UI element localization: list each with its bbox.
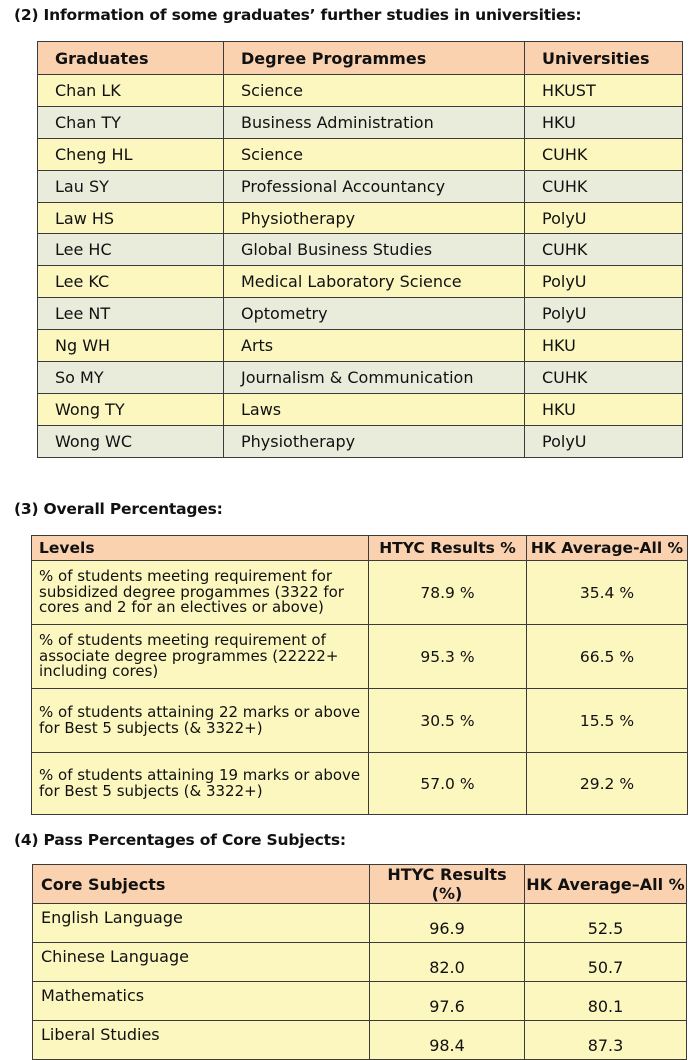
core-subject-cell: Liberal Studies bbox=[33, 1021, 370, 1060]
overall-percentages-table bbox=[31, 535, 688, 815]
table-row bbox=[32, 625, 688, 689]
university-cell: PolyU bbox=[525, 425, 683, 457]
level-description-cell: % of students meeting requirement of associate degree programmes (22222+ including cores) bbox=[32, 625, 369, 689]
htyc-result-cell: 78.9 % bbox=[369, 561, 527, 625]
degree-programme-cell: Physiotherapy bbox=[224, 202, 525, 234]
graduate-name-cell: Lee HC bbox=[38, 234, 224, 266]
table-row bbox=[38, 362, 683, 394]
degree-programme-cell: Science bbox=[224, 138, 525, 170]
level-description-cell: % of students attaining 22 marks or above for Best 5 subjects (& 3322+) bbox=[32, 689, 369, 753]
section-2-title: (2) Information of some graduates’ further studies in universities: bbox=[14, 6, 582, 24]
column-header-universities: Universities bbox=[525, 42, 683, 75]
university-cell: PolyU bbox=[525, 202, 683, 234]
graduate-name-cell: Chan TY bbox=[38, 106, 224, 138]
table-row bbox=[38, 393, 683, 425]
htyc-result-cell: 30.5 % bbox=[369, 689, 527, 753]
table-row bbox=[33, 943, 687, 982]
column-header-core-subjects: Core Subjects bbox=[33, 865, 370, 904]
column-header-levels: Levels bbox=[32, 536, 369, 561]
degree-programme-cell: Business Administration bbox=[224, 106, 525, 138]
hk-average-cell: 52.5 bbox=[525, 904, 687, 943]
degree-programme-cell: Physiotherapy bbox=[224, 425, 525, 457]
graduate-name-cell: Wong WC bbox=[38, 425, 224, 457]
htyc-result-cell: 82.0 bbox=[370, 943, 525, 982]
degree-programme-cell: Medical Laboratory Science bbox=[224, 266, 525, 298]
degree-programme-cell: Laws bbox=[224, 393, 525, 425]
degree-programme-cell: Journalism & Communication bbox=[224, 362, 525, 394]
table-row bbox=[32, 689, 688, 753]
column-header-degree-programmes: Degree Programmes bbox=[224, 42, 525, 75]
university-cell: CUHK bbox=[525, 234, 683, 266]
university-cell: HKUST bbox=[525, 75, 683, 107]
core-subject-cell: Chinese Language bbox=[33, 943, 370, 982]
core-subjects-table bbox=[32, 864, 687, 1060]
table-row bbox=[33, 904, 687, 943]
table-row bbox=[33, 982, 687, 1021]
table-row bbox=[38, 138, 683, 170]
hk-average-cell: 50.7 bbox=[525, 943, 687, 982]
htyc-result-cell: 95.3 % bbox=[369, 625, 527, 689]
htyc-result-cell: 98.4 bbox=[370, 1021, 525, 1060]
column-header-hk-average: HK Average-All % bbox=[527, 536, 688, 561]
graduate-name-cell: Lee NT bbox=[38, 298, 224, 330]
degree-programme-cell: Optometry bbox=[224, 298, 525, 330]
graduate-name-cell: Ng WH bbox=[38, 330, 224, 362]
table-header-row bbox=[33, 865, 687, 904]
hk-average-cell: 87.3 bbox=[525, 1021, 687, 1060]
degree-programme-cell: Science bbox=[224, 75, 525, 107]
university-cell: CUHK bbox=[525, 362, 683, 394]
graduates-table bbox=[37, 41, 683, 458]
hk-average-cell: 15.5 % bbox=[527, 689, 688, 753]
graduate-name-cell: Wong TY bbox=[38, 393, 224, 425]
graduate-name-cell: Law HS bbox=[38, 202, 224, 234]
column-header-htyc-results: HTYC Results % bbox=[369, 536, 527, 561]
hk-average-cell: 29.2 % bbox=[527, 753, 688, 815]
degree-programme-cell: Global Business Studies bbox=[224, 234, 525, 266]
graduate-name-cell: Lee KC bbox=[38, 266, 224, 298]
university-cell: HKU bbox=[525, 106, 683, 138]
table-row bbox=[38, 234, 683, 266]
table-row bbox=[38, 106, 683, 138]
university-cell: PolyU bbox=[525, 298, 683, 330]
hk-average-cell: 35.4 % bbox=[527, 561, 688, 625]
university-cell: PolyU bbox=[525, 266, 683, 298]
section-4-title: (4) Pass Percentages of Core Subjects: bbox=[14, 831, 346, 849]
section-3-title: (3) Overall Percentages: bbox=[14, 500, 223, 518]
column-header-hk-average: HK Average–All % bbox=[525, 865, 687, 904]
table-row bbox=[38, 266, 683, 298]
level-description-cell: % of students attaining 19 marks or above for Best 5 subjects (& 3322+) bbox=[32, 753, 369, 815]
htyc-result-cell: 96.9 bbox=[370, 904, 525, 943]
hk-average-cell: 80.1 bbox=[525, 982, 687, 1021]
column-header-graduates: Graduates bbox=[38, 42, 224, 75]
table-header-row bbox=[38, 42, 683, 75]
graduate-name-cell: Chan LK bbox=[38, 75, 224, 107]
table-row bbox=[38, 202, 683, 234]
degree-programme-cell: Professional Accountancy bbox=[224, 170, 525, 202]
university-cell: HKU bbox=[525, 393, 683, 425]
table-row bbox=[38, 298, 683, 330]
htyc-result-cell: 57.0 % bbox=[369, 753, 527, 815]
core-subject-cell: English Language bbox=[33, 904, 370, 943]
table-header-row bbox=[32, 536, 688, 561]
graduate-name-cell: So MY bbox=[38, 362, 224, 394]
graduate-name-cell: Lau SY bbox=[38, 170, 224, 202]
core-subject-cell: Mathematics bbox=[33, 982, 370, 1021]
htyc-result-cell: 97.6 bbox=[370, 982, 525, 1021]
degree-programme-cell: Arts bbox=[224, 330, 525, 362]
table-row bbox=[38, 425, 683, 457]
column-header-htyc-results: HTYC Results (%) bbox=[370, 865, 525, 904]
table-row bbox=[33, 1021, 687, 1060]
table-row bbox=[32, 753, 688, 815]
university-cell: HKU bbox=[525, 330, 683, 362]
table-row bbox=[38, 330, 683, 362]
university-cell: CUHK bbox=[525, 170, 683, 202]
hk-average-cell: 66.5 % bbox=[527, 625, 688, 689]
table-row bbox=[38, 75, 683, 107]
table-row bbox=[32, 561, 688, 625]
university-cell: CUHK bbox=[525, 138, 683, 170]
table-row bbox=[38, 170, 683, 202]
graduate-name-cell: Cheng HL bbox=[38, 138, 224, 170]
level-description-cell: % of students meeting requirement for subsidized degree progammes (3322 for cores and 2 for an electives or above) bbox=[32, 561, 369, 625]
